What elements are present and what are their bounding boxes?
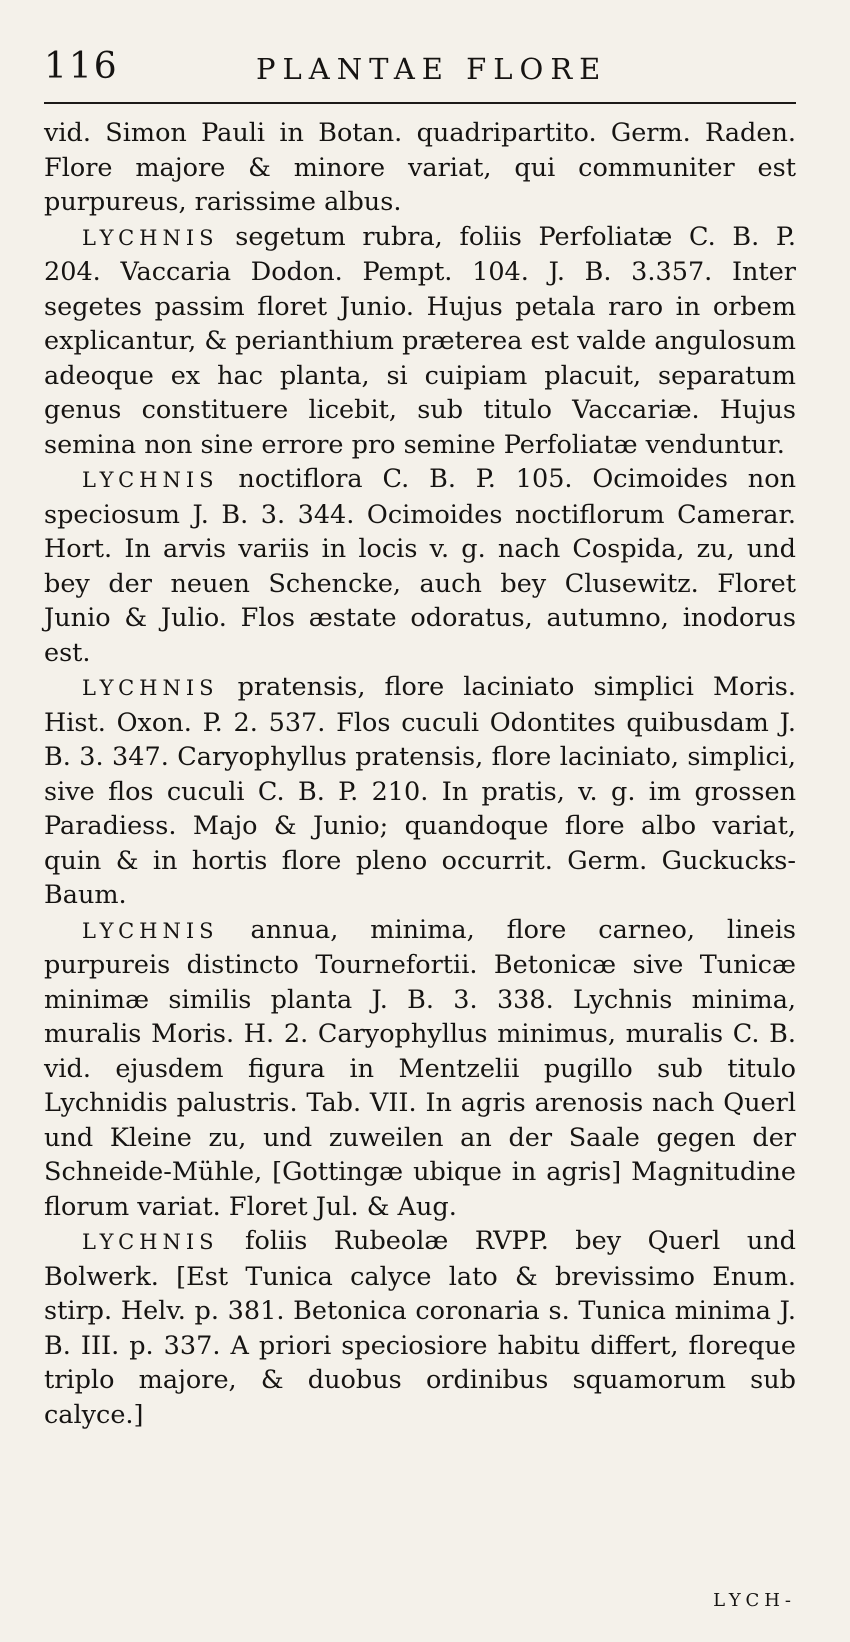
paragraph-continuation [44,116,796,220]
entry-text: annua, minima, flore carneo, lineis purpureis distincto Tournefortii. Betonicæ sive Tunicæ minimæ similis planta J. B. 3. 338. Lychnis minima, muralis Moris. H. 2. Caryophyllus minimus, muralis C. B. vid. ejusdem figura in Mentzelii pugillo sub titulo Lychnidis palustris. Tab. VII. In agris arenosis nach Querl und Kleine zu, und zuweilen an der Saale gegen der Schneide-Mühle, [Gottingæ ubique in agris] Magnitudine florum variat. Floret Jul. & Aug. [44,914,796,1222]
header-rule [44,102,796,104]
catchword: LYCH- [713,1590,796,1611]
page-number: 116 [44,46,119,87]
entry-pratensis [44,670,796,913]
entry-text: segetum rubra, foliis Perfoliatæ C. B. P. 204. Vaccaria Dodon. Pempt. 104. J. B. 3.357. Inter segetes passim floret Junio. Hujus petala raro in orbem explicantur, & perianthium præterea est valde angulosum adeoque ex hac planta, si cuipiam placuit, separatum genus constituere licebit, sub titulo Vaccariæ. Hujus semina non sine errore pro semine Perfoliatæ venduntur. [44,221,796,460]
entry-noctiflora [44,462,796,670]
entry-keyword: LYCHNIS [82,676,219,700]
running-title: PLANTAE FLORE [256,52,608,86]
entry-keyword: LYCHNIS [82,918,219,943]
paragraph-text: vid. Simon Pauli in Botan. quadripartito. Germ. Raden. Flore majore & minore variat, qui communiter est purpureus, rarissime albus. [44,118,796,217]
entry-text: foliis Rubeolæ RVPP. bey Querl und Bolwerk. [Est Tunica calyce lato & brevissimo Enum. stirp. Helv. p. 381. Betonica coronaria s. Tunica minima J. B. III. p. 337. A priori speciosiore habitu differt, floreque triplo majore, & duobus ordinibus squamorum sub calyce.] [44,1226,796,1430]
entry-keyword: LYCHNIS [82,1230,219,1254]
entry-text: noctiflora C. B. P. 105. Ocimoides non speciosum J. B. 3. 344. Ocimoides noctiflorum Camerar. Hort. In arvis variis in locis v. g. nach Cospida, zu, und bey der neuen Schencke, auch bey Clusewitz. Floret Junio & Julio. Flos æstate odoratus, autumno, inodorus est. [44,464,796,668]
entry-keyword: LYCHNIS [82,468,219,492]
entry-foliis-rubeolae [44,1224,796,1432]
entry-keyword: LYCHNIS [82,225,219,250]
body-text [44,116,796,1432]
entry-vaccaria [44,220,796,463]
entry-annua-minima [44,913,796,1225]
page-header [44,46,796,94]
entry-text: pratensis, flore laciniato simplici Moris. Hist. Oxon. P. 2. 537. Flos cuculi Odontites quibusdam J. B. 3. 347. Caryophyllus pratensis, flore laciniato, simplici, sive flos cuculi C. B. P. 210. In pratis, v. g. im grossen Paradiess. Majo & Junio; quandoque flore albo variat, quin & in hortis flore pleno occurrit. Germ. Guckucks-Baum. [44,672,796,910]
